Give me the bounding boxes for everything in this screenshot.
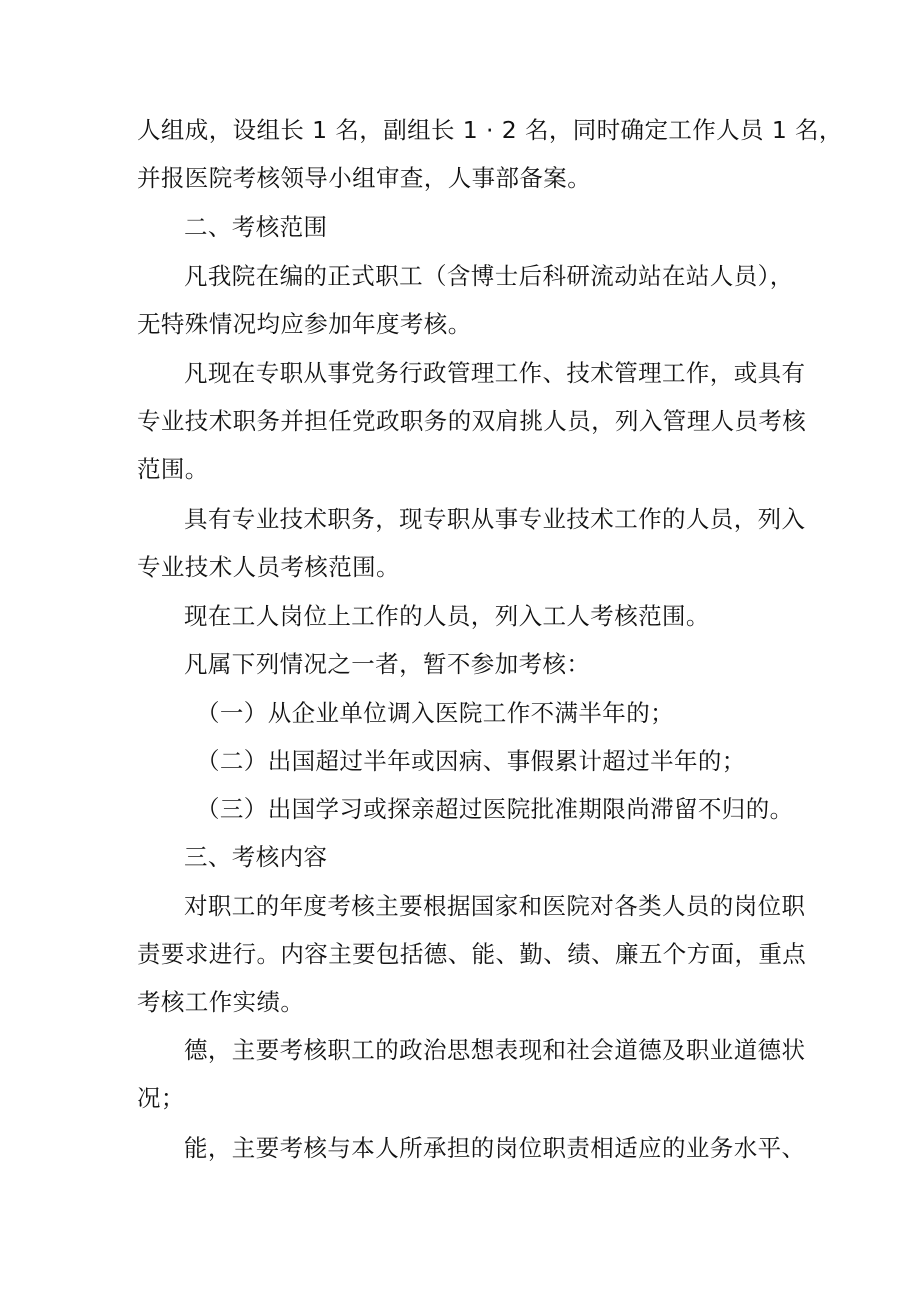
text-line: 考核工作实绩。 xyxy=(137,988,305,1016)
text-line: 凡现在专职从事党务行政管理工作、技术管理工作，或具有 xyxy=(184,359,806,387)
text-line: 凡我院在编的正式职工（含博士后科研流动站在站人员）， xyxy=(184,262,794,290)
section-heading-scope xyxy=(137,203,797,251)
paragraph-scope-workers xyxy=(137,592,797,640)
text-line: 凡属下列情况之一者，暂不参加考核： xyxy=(184,650,591,678)
text-line: 范围。 xyxy=(137,455,209,483)
text-line: 专业技术人员考核范围。 xyxy=(137,553,400,581)
text-line: 并报医院考核领导小组审查，人事部备案。 xyxy=(137,164,592,192)
text-line: 专业技术职务并担任党政职务的双肩挑人员，列入管理人员考核 xyxy=(137,407,807,435)
paragraph-scope-all-staff xyxy=(137,252,797,348)
text-line: 责要求进行。内容主要包括德、能、勤、绩、廉五个方面，重点 xyxy=(137,940,807,968)
list-item-exemption-1 xyxy=(137,689,797,737)
list-item-exemption-3 xyxy=(137,785,797,833)
paragraph-scope-technical xyxy=(137,495,806,591)
text-line: 具有专业技术职务，现专职从事专业技术工作的人员，列入 xyxy=(184,505,806,533)
text-line: 况； xyxy=(137,1084,185,1112)
heading-text: 三、考核内容 xyxy=(184,843,328,871)
paragraph-exemptions-intro xyxy=(137,640,797,688)
text-line: 能，主要考核与本人所承担的岗位职责相适应的业务水平、 xyxy=(184,1134,806,1162)
text-line: 人组成，设组长 1 名，副组长 1 · 2 名，同时确定工作人员 1 名， xyxy=(137,116,843,144)
paragraph-content-virtue xyxy=(137,1026,806,1122)
text-line: 现在工人岗位上工作的人员，列入工人考核范围。 xyxy=(184,602,710,630)
paragraph-content-ability xyxy=(137,1124,806,1172)
list-item-exemption-2 xyxy=(137,737,797,785)
text-line: 德，主要考核职工的政治思想表现和社会道德及职业道德状 xyxy=(184,1036,806,1064)
section-heading-content xyxy=(137,833,797,881)
paragraph-team-composition xyxy=(137,106,843,202)
text-line: （三）出国学习或探亲超过医院批准期限尚滞留不归的。 xyxy=(196,795,794,823)
heading-text: 二、考核范围 xyxy=(184,213,328,241)
text-line: （一）从企业单位调入医院工作不满半年的； xyxy=(196,699,674,727)
text-line: 对职工的年度考核主要根据国家和医院对各类人员的岗位职 xyxy=(184,892,806,920)
paragraph-scope-management xyxy=(137,349,807,493)
paragraph-content-overview xyxy=(137,882,807,1026)
text-line: （二）出国超过半年或因病、事假累计超过半年的； xyxy=(196,747,746,775)
text-line: 无特殊情况均应参加年度考核。 xyxy=(137,310,472,338)
